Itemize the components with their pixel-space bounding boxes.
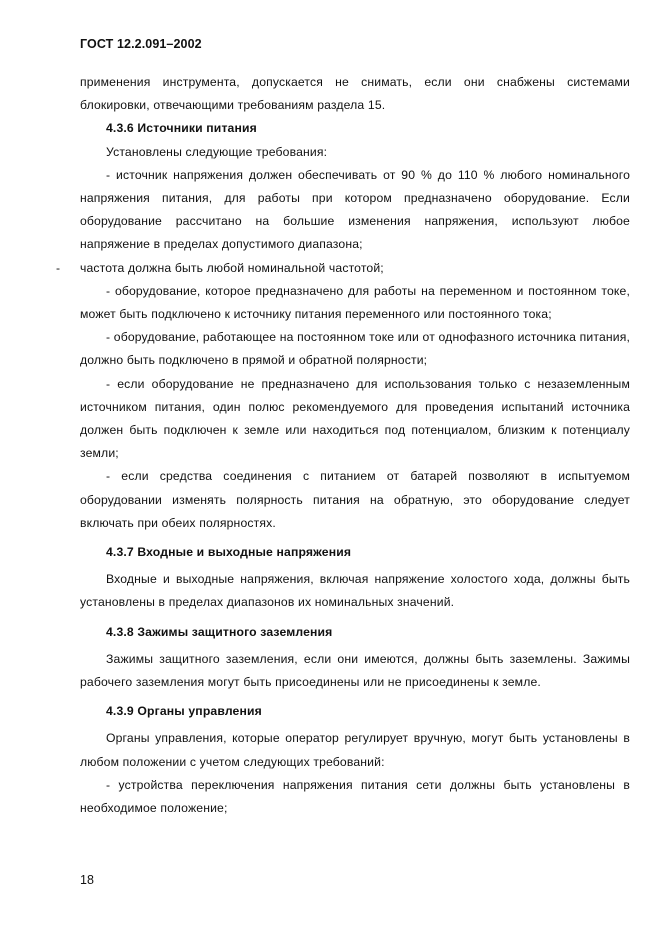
list-item-battery: - если средства соединения с питанием от батарей позволяют в испытуемом оборудовании изменять полярность питания на обратную, это оборудование следует включать при обеих полярностях.: [80, 469, 630, 530]
section-heading-4-3-8: 4.3.8 Зажимы защитного заземления: [106, 624, 333, 639]
list-item-polarity: - оборудование, работающее на постоянном токе или от однофазного источника питания, должно быть подключено в прямой и обратной полярности;: [80, 330, 630, 368]
document-header: ГОСТ 12.2.091–2002: [80, 37, 202, 51]
section-heading-4-3-6: 4.3.6 Источники питания: [106, 121, 257, 136]
list-item-voltage-source: - источник напряжения должен обеспечивать от 90 % до 110 % любого номинального напряжения питания, для работы при котором предназначено оборудование. Если оборудование рассчитано на большие изменения напряжения, используют любое напряжение в пределах допустимого диапазона;: [80, 167, 630, 252]
list-item-frequency: [56, 257, 630, 280]
section-4-3-7-text: Входные и выходные напряжения, включая напряжение холостого хода, должны быть установлены в пределах диапазонов их номинальных значений.: [80, 572, 630, 610]
list-item-ac-dc: - оборудование, которое предназначено для работы на переменном и постоянном токе, может быть подключено к источнику питания переменного или постоянного тока;: [80, 283, 630, 322]
section-4-3-9-text: Органы управления, которые оператор регулирует вручную, могут быть установлены в любом положении с учетом следующих требований:: [80, 731, 630, 769]
list-item-frequency-text: частота должна быть любой номинальной частотой;: [80, 260, 384, 275]
list-item-mains-switch: - устройства переключения напряжения питания сети должны быть установлены в необходимое положение;: [80, 777, 630, 816]
page-number: 18: [80, 873, 94, 887]
section-4-3-8-text: Зажимы защитного заземления, если они имеются, должны быть заземлены. Зажимы рабочего заземления могут быть присоединены или не присоединены к земле.: [80, 651, 630, 690]
document-body: [56, 71, 630, 820]
section-heading-4-3-9: 4.3.9 Органы управления: [106, 704, 262, 719]
list-item-grounding: - если оборудование не предназначено для использования только с незаземленным источником питания, один полюс рекомендуемого для проведения испытаний источника должен быть подключен к земле или находиться под потенциалом, близким к потенциалу земли;: [80, 376, 630, 461]
paragraph-continuation: применения инструмента, допускается не снимать, если они снабжены системами блокировки, отвечающими требованиям раздела 15.: [80, 75, 630, 113]
section-heading-4-3-7: 4.3.7 Входные и выходные напряжения: [106, 545, 352, 560]
list-dash: -: [56, 260, 61, 275]
section-4-3-6-intro: Установлены следующие требования:: [106, 144, 328, 159]
